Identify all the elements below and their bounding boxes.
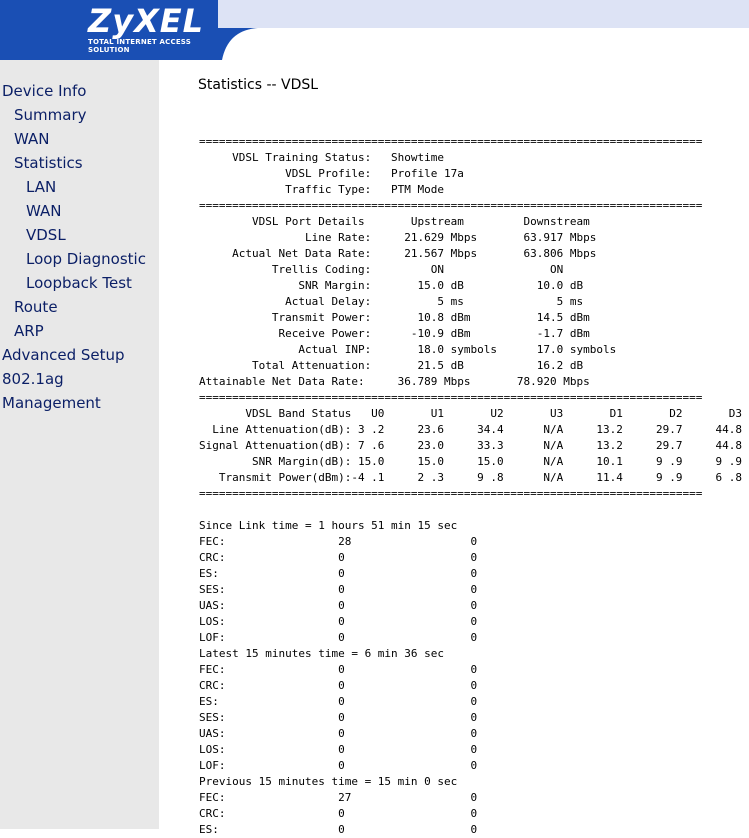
- vdsl-statistics-text: ============================================================================ VDSL Training Status: Showtime VDSL Profile: Profile 17a Traffic Type: PTM Mode ============================================================================ VDSL Port Details Upstream Downstream Line Rate: 21.629 Mbps 63.917 Mbps Actual Net Data Rate: 21.567 Mbps 63.806 Mbps Trellis Coding: ON ON SNR Margin: 15.0 dB 10.0 dB Actual Delay: 5 ms 5 ms Transmit Power: 10.8 dBm 14.5 dBm Receive Power: -10.9 dBm -1.7 dBm Actual INP: 18.0 symbols 17.0 symbols Total Attenuation: 21.5 dB 16.2 dB Attainable Net Data Rate: 36.789 Mbps 78.920 Mbps ============================================================================ VDSL Band Status U0 U1 U2 U3 D1 D2 D3 Line Attenuation(dB): 3 .2 23.6 34.4 N/A 13.2 29.7 44.8 Signal Attenuation(dB): 7 .6 23.0 33.3 N/A 13.2 29.7 44.8 SNR Margin(dB): 15.0 15.0 15.0 N/A 10.1 9 .9 9 .9 Transmit Power(dBm):-4 .1 2 .3 9 .8 N/A 11.4 9 .9 6 .8 ============================================================================ Since Link time = 1 hours 51 min 15 sec FEC: 28 0 CRC: 0 0 ES: 0 0 SES: 0 0 UAS: 0 0 LOS: 0 0 LOF: 0 0 Latest 15 minutes time = 6 min 36 sec FEC: 0 0 CRC: 0 0 ES: 0 0 SES: 0 0 UAS: 0 0 LOS: 0 0 LOF: 0 0 Previous 15 minutes time = 15 min 0 sec FEC: 27 0 CRC: 0 0 ES: 0 0: [199, 135, 743, 836]
- sidebar-item-device-info[interactable]: Device Info: [2, 82, 87, 100]
- sidebar-item-wan[interactable]: WAN: [14, 130, 50, 148]
- sidebar-item-statistics-wan[interactable]: WAN: [26, 202, 62, 220]
- sidebar-item-summary[interactable]: Summary: [14, 106, 87, 124]
- page-title: Statistics -- VDSL: [198, 77, 319, 93]
- sidebar-item-management[interactable]: Management: [2, 394, 101, 412]
- header-curve: [218, 0, 749, 60]
- sidebar: [0, 60, 159, 829]
- sidebar-item-loop-diagnostic[interactable]: Loop Diagnostic: [26, 250, 146, 268]
- main-content: [159, 60, 749, 836]
- sidebar-item-route[interactable]: Route: [14, 298, 58, 316]
- sidebar-item-loopback-test[interactable]: Loopback Test: [26, 274, 132, 292]
- sidebar-item-statistics-vdsl[interactable]: VDSL: [26, 226, 66, 244]
- logo-text: ZyXEL: [88, 2, 204, 40]
- logo-tagline: TOTAL INTERNET ACCESS SOLUTION: [88, 38, 191, 54]
- sidebar-item-advanced-setup[interactable]: Advanced Setup: [2, 346, 125, 364]
- logo: [0, 0, 218, 60]
- header: [0, 0, 749, 60]
- sidebar-item-statistics-lan[interactable]: LAN: [26, 178, 57, 196]
- sidebar-item-statistics[interactable]: Statistics: [14, 154, 83, 172]
- sidebar-item-arp[interactable]: ARP: [14, 322, 44, 340]
- sidebar-item-802-1ag[interactable]: 802.1ag: [2, 370, 64, 388]
